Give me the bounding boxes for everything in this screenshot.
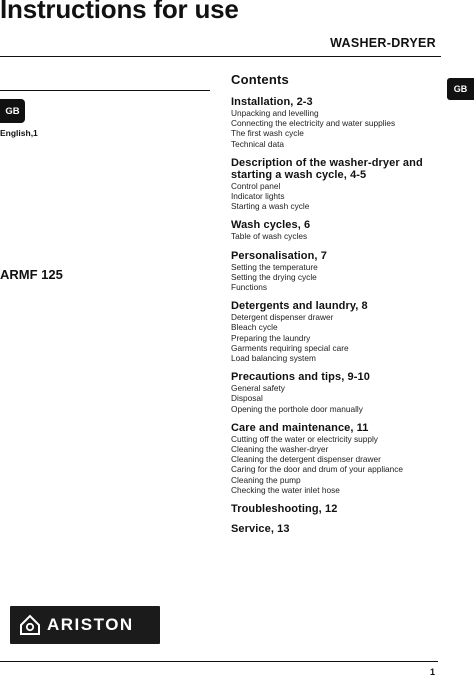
- toc-item[interactable]: Garments requiring special care: [231, 342, 349, 353]
- toc-section: [231, 250, 441, 293]
- ariston-logo: [10, 606, 160, 644]
- toc-section-title[interactable]: Care and maintenance, 11: [231, 421, 369, 434]
- toc-item[interactable]: Opening the porthole door manually: [231, 403, 363, 414]
- toc-item[interactable]: Cutting off the water or electricity supply: [231, 433, 378, 444]
- toc-item[interactable]: Technical data: [231, 138, 285, 149]
- toc-item[interactable]: Detergent dispenser drawer: [231, 312, 334, 323]
- toc-item[interactable]: Caring for the door and drum of your appliance: [231, 464, 404, 475]
- toc-item[interactable]: The first wash cycle: [231, 128, 304, 139]
- toc-item[interactable]: Cleaning the detergent dispenser drawer: [231, 454, 381, 465]
- toc-item[interactable]: Setting the drying cycle: [231, 271, 317, 282]
- toc-item[interactable]: Cleaning the washer-dryer: [231, 444, 329, 455]
- toc-item[interactable]: Unpacking and levelling: [231, 108, 319, 118]
- document-title: Instructions for use: [0, 0, 239, 24]
- language-tab[interactable]: GB: [447, 78, 474, 100]
- toc-section-title[interactable]: Description of the washer-dryer and starting a wash cycle, 4-5: [231, 156, 423, 181]
- contents-heading: Contents: [231, 72, 289, 87]
- toc-item[interactable]: Setting the temperature: [231, 261, 318, 272]
- left-column-divider: [0, 90, 210, 91]
- toc-section-title[interactable]: Service, 13: [231, 523, 290, 536]
- language-label: English,1: [0, 128, 38, 138]
- header-divider: [0, 56, 441, 57]
- toc-section-title[interactable]: Precautions and tips, 9-10: [231, 371, 370, 384]
- toc-item[interactable]: Checking the water inlet hose: [231, 484, 340, 495]
- toc-item[interactable]: Disposal: [231, 393, 263, 404]
- language-badge: GB: [0, 99, 25, 123]
- toc-item[interactable]: Starting a wash cycle: [231, 201, 310, 212]
- footer-divider: [0, 661, 438, 662]
- toc-item[interactable]: Table of wash cycles: [231, 231, 308, 242]
- logo-text: ARISTON: [47, 615, 134, 634]
- toc-section-title[interactable]: Wash cycles, 6: [231, 219, 311, 232]
- document-subtitle: WASHER-DRYER: [330, 36, 436, 50]
- toc-section: [231, 300, 441, 363]
- toc-item[interactable]: Control panel: [231, 180, 281, 191]
- toc-section: [231, 96, 441, 149]
- toc-section: [231, 523, 441, 535]
- house-icon: [18, 613, 42, 637]
- toc-item[interactable]: Preparing the laundry: [231, 332, 311, 343]
- toc-item[interactable]: Load balancing system: [231, 353, 316, 364]
- table-of-contents: [231, 72, 441, 543]
- toc-section-title[interactable]: Installation, 2-3: [231, 96, 313, 108]
- toc-item[interactable]: Functions: [231, 282, 267, 293]
- model-name: ARMF 125: [0, 267, 63, 282]
- toc-item[interactable]: Connecting the electricity and water supplies: [231, 118, 396, 129]
- toc-item[interactable]: Indicator lights: [231, 191, 285, 202]
- toc-item[interactable]: Bleach cycle: [231, 322, 278, 333]
- toc-section-title[interactable]: Personalisation, 7: [231, 249, 327, 262]
- toc-section: [231, 422, 441, 495]
- toc-section-title[interactable]: Detergents and laundry, 8: [231, 300, 368, 313]
- toc-item[interactable]: Cleaning the pump: [231, 474, 301, 485]
- page-number: 1: [430, 667, 436, 677]
- toc-section: [231, 371, 441, 414]
- toc-section: [231, 503, 441, 515]
- toc-section: [231, 157, 441, 212]
- toc-section-title[interactable]: Troubleshooting, 12: [231, 503, 338, 516]
- contents-sections: [231, 96, 441, 535]
- toc-section: [231, 219, 441, 241]
- toc-item[interactable]: General safety: [231, 383, 285, 394]
